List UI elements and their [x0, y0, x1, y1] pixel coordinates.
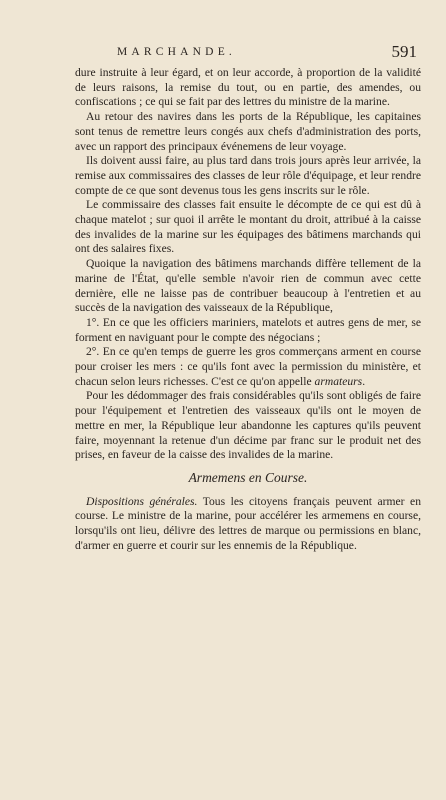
- page-number: 591: [391, 42, 417, 61]
- section-paragraph: [75, 495, 421, 554]
- paragraph: Pour les dédommager des frais considérables qu'ils sont obligés de faire pour l'équipement et l'entretien des vaisseaux qu'ils ont le moyen de mettre en mer, la République leur abandonne les captures qu'ils peuvent faire, moyennant la retenue d'un décime par franc sur le produit net des prises, en faveur de la caisse des invalides de la marine.: [75, 389, 421, 462]
- paragraph-text: .: [362, 374, 366, 388]
- section-heading: Armemens en Course.: [188, 469, 308, 485]
- paragraph: Le commissaire des classes fait ensuite le décompte de ce qui est dû à chaque matelot ; sur quoi il arrête le montant du droit, attribué à la caisse des invalides de la marine sur les équipages des bâtimens marchands qui ont des salaires fixes.: [75, 198, 421, 256]
- paragraph-continuation: dure instruite à leur égard, et on leur accorde, à proportion de la validité de leurs raisons, la remise du tout, ou en partie, des amendes, ou confiscations ; ce qui se fait par des lettres du ministre de la marine.: [75, 66, 421, 109]
- body-text: [75, 66, 421, 554]
- section-lead-text: Tous les citoyens français peuvent armer en course. Le ministre de la marine, pour accélérer les armemens en course, lorsqu'ils ont lieu, délivre des lettres de marque ou permissions en blanc, d'armer en guerre et courir sur les ennemis de la République.: [75, 494, 421, 552]
- paragraph: Quoique la navigation des bâtimens marchands diffère tellement de la marine de l'État, qu'elle semble n'avoir rien de commun avec cette dernière, elle ne laisse pas de contribuer beaucoup à l'entretien et au succès de la navigation des vaisseaux de la République,: [75, 257, 421, 315]
- paragraph-item-2: [75, 345, 421, 389]
- emphasis-term: armateurs: [314, 374, 363, 388]
- paragraph-text: 2°. En ce qu'en temps de guerre les gros commerçans arment en course pour croiser les mers : ce qu'ils font avec la permission du ministère, et chacun selon leurs richesses. C'est ce qu'on appelle: [75, 345, 421, 388]
- section-lead-label: Dispositions générales.: [86, 494, 198, 508]
- paragraph: Ils doivent aussi faire, au plus tard dans trois jours après leur arrivée, la remise aux commissaires des classes de leur rôle d'équipage, et leur rendre compte de ce que sont devenus tous les gens inscrits sur le rôle.: [75, 154, 421, 197]
- paragraph: Au retour des navires dans les ports de la République, les capitaines sont tenus de remettre leurs congés aux chefs d'administration des ports, avec un rapport des principaux événemens de leur voyage.: [75, 110, 421, 153]
- running-head: MARCHANDE.: [117, 46, 236, 58]
- page-header: [75, 44, 417, 64]
- paragraph-item-1: 1°. En ce que les officiers mariniers, matelots et autres gens de mer, se forment en naviguant pour le compte des négocians ;: [75, 315, 421, 344]
